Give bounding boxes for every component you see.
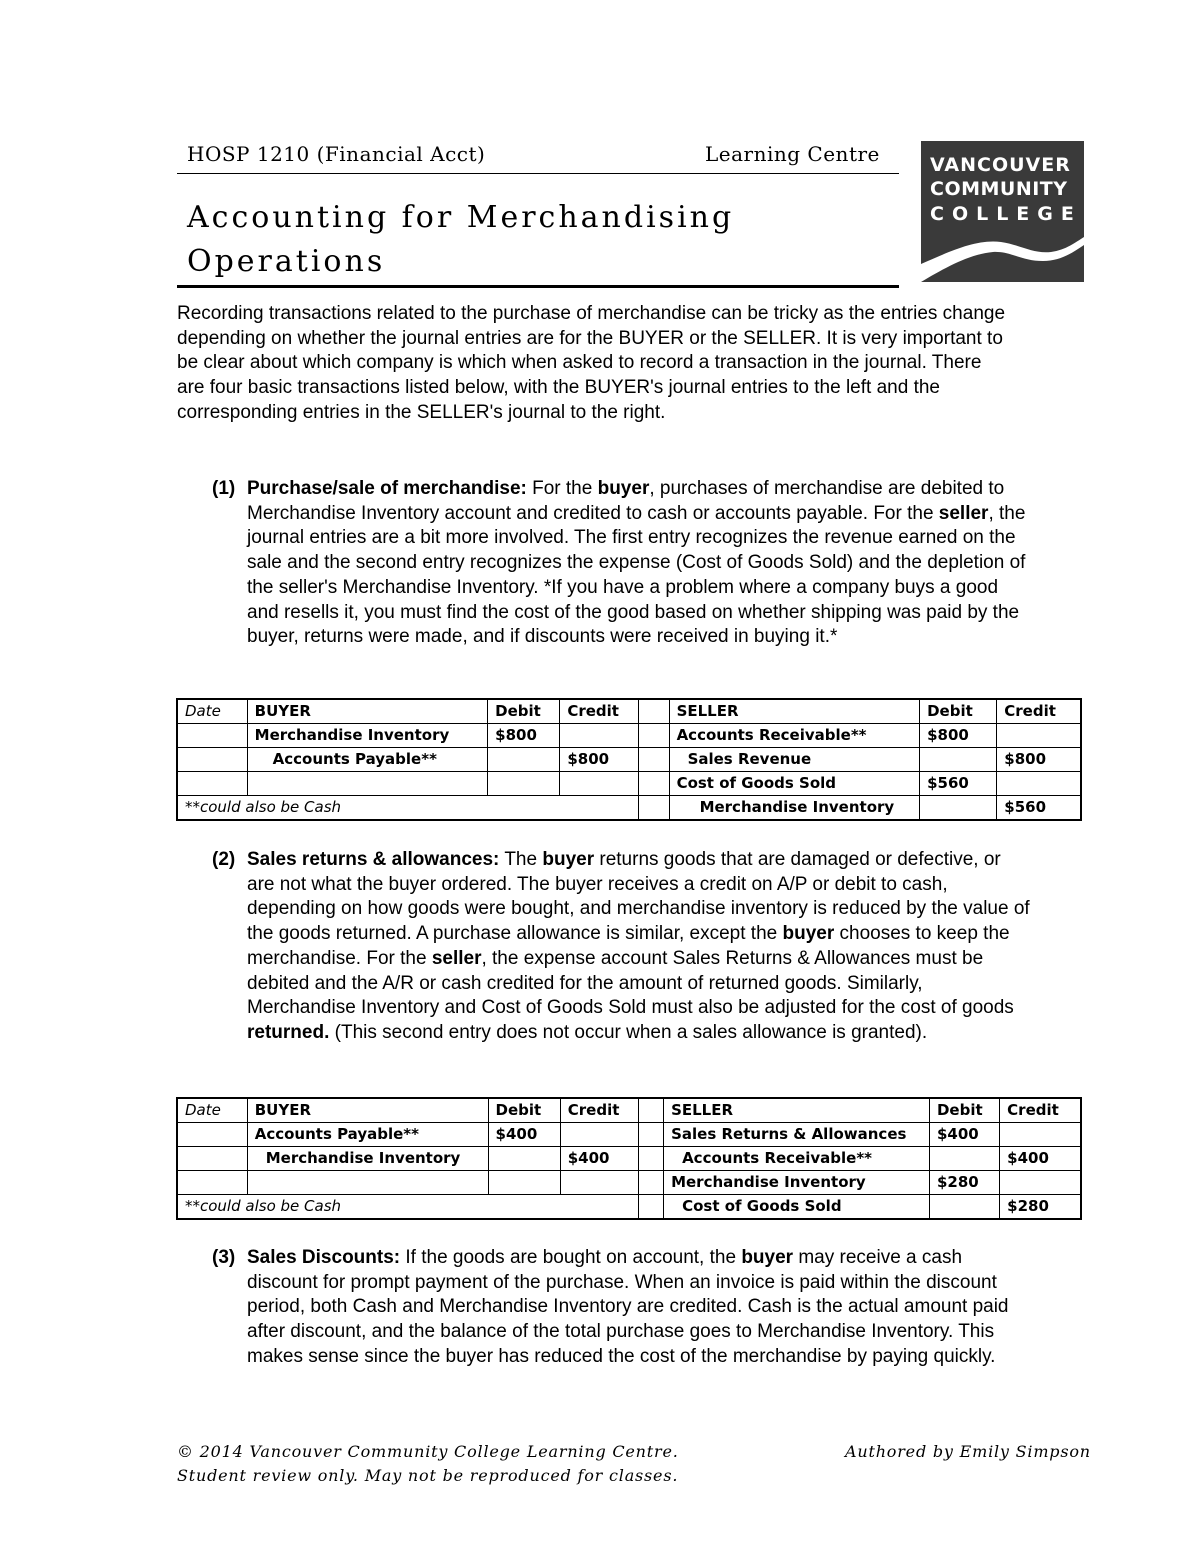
date-cell xyxy=(177,1147,247,1171)
buyer-credit: $800 xyxy=(560,748,638,772)
buyer-debit xyxy=(488,1147,560,1171)
seller-account: Sales Returns & Allowances xyxy=(664,1123,930,1147)
spacer-cell xyxy=(639,1123,664,1147)
section-emphasis: seller xyxy=(431,947,482,969)
table-header-row xyxy=(177,1098,1081,1123)
seller-account: Merchandise Inventory xyxy=(669,796,920,821)
section-emphasis: buyer xyxy=(741,1247,794,1268)
section-emphasis: buyer xyxy=(597,478,650,499)
section-sales-discounts xyxy=(212,1246,1032,1370)
intro-paragraph: Recording transactions related to the purchase of merchandise can be tricky as the entries change depending on whether the journal entries are for the BUYER or the SELLER. It is very important to be clear about which company is which when asked to record a transaction in the journal. There are four basic transactions listed below, with the BUYER's journal entries to the left and the corresponding entries in the SELLER's journal to the right. xyxy=(177,303,1006,423)
seller-credit: $800 xyxy=(997,748,1081,772)
table-row xyxy=(177,1171,1081,1195)
seller-debit: $400 xyxy=(929,1123,999,1147)
seller-account: Cost of Goods Sold xyxy=(664,1195,930,1220)
seller-credit: $400 xyxy=(1000,1147,1081,1171)
header-seller-debit: Debit xyxy=(929,1098,999,1123)
date-cell xyxy=(177,772,247,796)
seller-account: Cost of Goods Sold xyxy=(669,772,920,796)
buyer-debit xyxy=(488,1171,560,1195)
section-emphasis: buyer xyxy=(542,849,595,870)
section-text: returns goods that are damaged or defective, or are not what the buyer ordered. The buyer receives a credit on A/P or debit to cash, depending on how goods were bought, and merchandise inventory is reduced by the value of the goods returned. A purchase allowance is similar, except the xyxy=(247,849,1030,945)
date-cell xyxy=(177,724,247,748)
footer-author: Authored by Emily Simpson xyxy=(845,1442,1091,1461)
table-row xyxy=(177,1147,1081,1171)
header-buyer: BUYER xyxy=(247,1098,488,1123)
section-text: If the goods are bought on account, the xyxy=(400,1247,742,1268)
buyer-account: Accounts Payable** xyxy=(247,1123,488,1147)
section-text: For the xyxy=(526,478,598,499)
section-heading: Purchase/sale of merchandise: xyxy=(247,478,527,499)
seller-debit: $800 xyxy=(920,724,997,748)
header-seller-credit: Credit xyxy=(997,699,1081,724)
title-line-1: Accounting for Merchandising xyxy=(187,200,735,235)
table-note: **could also be Cash xyxy=(177,796,638,821)
logo-line-1: VANCOUVER xyxy=(930,154,1071,176)
buyer-credit xyxy=(560,1171,638,1195)
logo-line-3: COLLEGE xyxy=(930,203,1082,225)
section-emphasis: seller xyxy=(938,502,989,524)
footer-copyright xyxy=(177,1440,679,1488)
spacer-cell xyxy=(638,724,669,748)
section-text: may receive a cash discount for prompt payment of the purchase. When an invoice is paid within the discount period, both Cash and Merchandise Inventory are credited. Cash is the actual amount paid after discount, and the balance of the total purchase goes to Merchandise Inventory. This makes sense since the buyer has reduced the cost of the merchandise by paying quickly. xyxy=(247,1247,1009,1367)
seller-account: Accounts Receivable** xyxy=(669,724,920,748)
spacer-cell xyxy=(638,772,669,796)
section-text: , purchases of merchandise are debited to Merchandise Inventory account and credited to cash or accounts payable. For the xyxy=(247,478,1005,524)
buyer-debit xyxy=(488,748,560,772)
section-text: chooses to keep the merchandise. For the xyxy=(247,923,1010,969)
buyer-account: Accounts Payable** xyxy=(247,748,488,772)
seller-debit: $280 xyxy=(929,1171,999,1195)
header-seller-debit: Debit xyxy=(920,699,997,724)
section-number: (1) xyxy=(212,478,236,499)
journal-table-returns xyxy=(176,1097,1082,1220)
seller-account: Merchandise Inventory xyxy=(664,1171,930,1195)
table-row xyxy=(177,724,1081,748)
section-text: (This second entry does not occur when a sales allowance is granted). xyxy=(329,1021,928,1043)
seller-debit xyxy=(920,748,997,772)
table-header-row xyxy=(177,699,1081,724)
header-credit: Credit xyxy=(560,699,638,724)
section-emphasis: returned. xyxy=(247,1021,330,1043)
buyer-debit: $400 xyxy=(488,1123,560,1147)
spacer-cell xyxy=(639,1147,664,1171)
header-buyer: BUYER xyxy=(247,699,488,724)
header-debit: Debit xyxy=(488,699,560,724)
section-number: (3) xyxy=(212,1247,236,1268)
seller-debit: $560 xyxy=(920,772,997,796)
header-seller-credit: Credit xyxy=(1000,1098,1081,1123)
section-heading: Sales Discounts: xyxy=(247,1247,401,1268)
seller-credit: $280 xyxy=(1000,1195,1081,1220)
section-text: , the expense account Sales Returns & Allowances must be debited and the A/R or cash credited for the amount of returned goods. Similarly, Merchandise Inventory and Cost of Goods Sold must also be adjusted for the cost of goods xyxy=(247,947,1014,1019)
buyer-account xyxy=(247,772,488,796)
page-title xyxy=(187,196,887,284)
spacer-cell xyxy=(638,699,669,724)
spacer-cell xyxy=(639,1195,664,1220)
header-rule xyxy=(177,173,899,174)
seller-credit xyxy=(997,724,1081,748)
buyer-credit xyxy=(560,1123,638,1147)
table-row xyxy=(177,1123,1081,1147)
section-emphasis: buyer xyxy=(782,923,835,945)
table-note: **could also be Cash xyxy=(177,1195,639,1220)
spacer-cell xyxy=(639,1098,664,1123)
buyer-credit: $400 xyxy=(560,1147,638,1171)
buyer-account xyxy=(247,1171,488,1195)
spacer-cell xyxy=(639,1171,664,1195)
seller-credit xyxy=(1000,1171,1081,1195)
spacer-cell xyxy=(638,748,669,772)
logo-line-2: COMMUNITY xyxy=(930,178,1068,200)
course-label: HOSP 1210 (Financial Acct) xyxy=(187,142,486,166)
centre-label: Learning Centre xyxy=(705,142,880,166)
seller-debit xyxy=(929,1147,999,1171)
header-seller: SELLER xyxy=(669,699,920,724)
seller-debit xyxy=(920,796,997,821)
title-rule xyxy=(177,285,899,288)
section-text: , the journal entries are a bit more involved. The first entry recognizes the revenue earned on the sale and the second entry recognizes the expense (Cost of Goods Sold) and the depletion of the seller's Merchandise Inventory. *If you have a problem where a company buys a good and resells it, you must find the cost of the good based on whether shipping was paid by the buyer, returns were made, and if discounts were received in buying it.* xyxy=(247,502,1026,648)
seller-credit xyxy=(997,772,1081,796)
buyer-credit xyxy=(560,724,638,748)
header-date: Date xyxy=(177,1098,247,1123)
date-cell xyxy=(177,1123,247,1147)
buyer-debit xyxy=(488,772,560,796)
section-number: (2) xyxy=(212,849,236,870)
header-date: Date xyxy=(177,699,247,724)
table-row xyxy=(177,1195,1081,1220)
header-seller: SELLER xyxy=(664,1098,930,1123)
spacer-cell xyxy=(638,796,669,821)
title-line-2: Operations xyxy=(187,244,386,279)
buyer-account: Merchandise Inventory xyxy=(247,1147,488,1171)
journal-table-purchase-sale xyxy=(176,698,1082,821)
seller-credit xyxy=(1000,1123,1081,1147)
date-cell xyxy=(177,748,247,772)
restriction-line: Student review only. May not be reproduced for classes. xyxy=(177,1466,679,1485)
seller-account: Accounts Receivable** xyxy=(664,1147,930,1171)
section-heading: Sales returns & allowances: xyxy=(247,849,500,870)
date-cell xyxy=(177,1171,247,1195)
copyright-line: © 2014 Vancouver Community College Learning Centre. xyxy=(177,1442,679,1461)
header-credit: Credit xyxy=(560,1098,638,1123)
table-row xyxy=(177,748,1081,772)
seller-credit: $560 xyxy=(997,796,1081,821)
table-row xyxy=(177,772,1081,796)
header-debit: Debit xyxy=(488,1098,560,1123)
buyer-credit xyxy=(560,772,638,796)
section-text: The xyxy=(499,849,543,870)
seller-account: Sales Revenue xyxy=(669,748,920,772)
buyer-debit: $800 xyxy=(488,724,560,748)
buyer-account: Merchandise Inventory xyxy=(247,724,488,748)
section-returns-allowances xyxy=(212,848,1032,1046)
seller-debit xyxy=(929,1195,999,1220)
vcc-logo xyxy=(921,141,1084,282)
table-row xyxy=(177,796,1081,821)
section-purchase-sale xyxy=(212,477,1032,650)
